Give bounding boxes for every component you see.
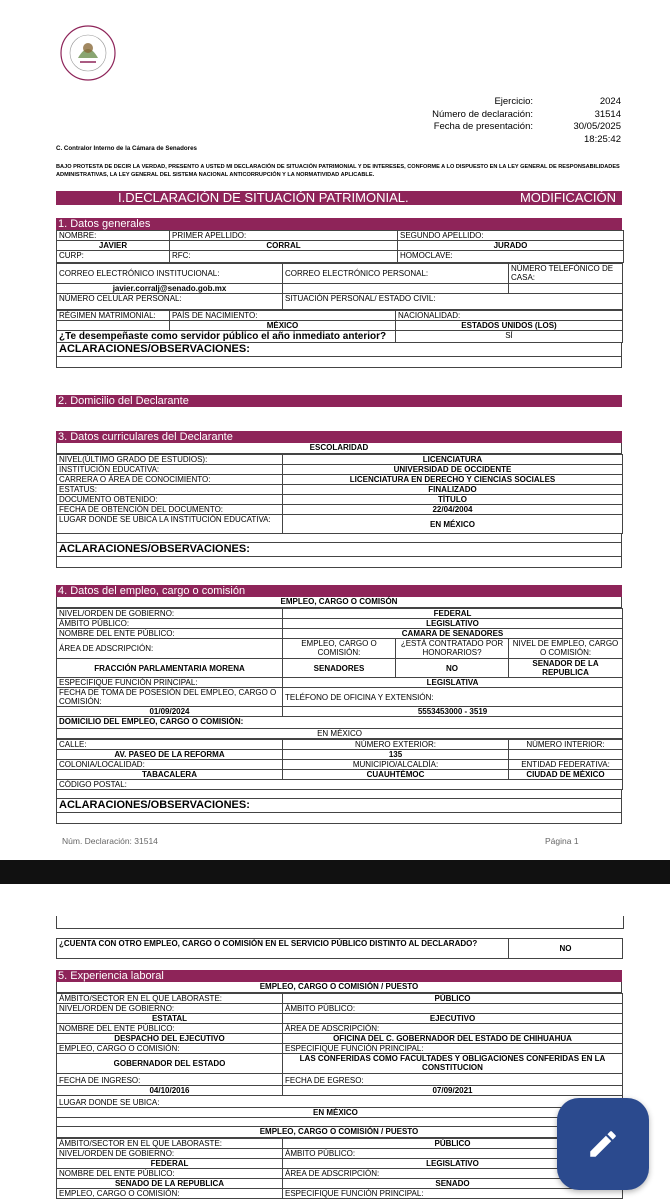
fecha-egreso-label: FECHA DE EGRESO: xyxy=(283,1074,623,1086)
servidor-publico-question: ¿Te desempeñaste como servidor público el año inmediato anterior? xyxy=(57,331,396,343)
aclaraciones-box xyxy=(56,357,622,368)
fecha-egreso-value: 07/09/2021 xyxy=(283,1086,623,1096)
escolaridad-row-value: FINALIZADO xyxy=(283,485,623,495)
empleo-table xyxy=(56,608,623,739)
address-table xyxy=(56,739,623,790)
area-label: ÁREA DE ADSCRIPCIÓN: xyxy=(283,1024,623,1034)
funcion-value: LAS CONFERIDAS COMO FACULTADES Y OBLIGACIONES CONFERIDAS EN LA CONSTITUCION xyxy=(283,1054,623,1074)
calle-value: AV. PASEO DE LA REFORMA xyxy=(57,750,283,760)
estado-civil-label: SITUACIÓN PERSONAL/ ESTADO CIVIL: xyxy=(283,294,623,310)
addressee: C. Contralor Interno de la Cámara de Senadores xyxy=(56,145,197,152)
section-datos-generales xyxy=(56,218,622,368)
fecha-ingreso-label: FECHA DE INGRESO: xyxy=(57,1074,283,1086)
otro-empleo-answer: NO xyxy=(509,939,623,959)
escolaridad-row-value: TÍTULO xyxy=(283,495,623,505)
page-separator xyxy=(0,860,670,884)
curp-label: CURP: xyxy=(57,251,170,263)
domicilio-empleo-label: DOMICILIO DEL EMPLEO, CARGO O COMISIÓN: xyxy=(57,717,623,729)
section-empleo xyxy=(56,585,622,824)
ambito-label: ÁMBITO PÚBLICO: xyxy=(57,619,283,629)
edit-fab-button[interactable] xyxy=(557,1098,649,1190)
regimen-label: RÉGIMEN MATRIMONIAL: xyxy=(57,311,170,321)
section-title: 1. Datos generales xyxy=(56,218,622,230)
escolaridad-table xyxy=(56,454,623,534)
ambito-value: LEGISLATIVO xyxy=(283,619,623,629)
ambito-value: EJECUTIVO xyxy=(283,1014,623,1024)
numero-value: 31514 xyxy=(594,108,621,120)
declaration-title-bar xyxy=(56,191,622,205)
ejercicio-label: Ejercicio: xyxy=(494,96,533,107)
puesto-subheader: EMPLEO, CARGO O COMISIÓN / PUESTO xyxy=(56,982,622,993)
empleo-label: EMPLEO, CARGO O COMISIÓN: xyxy=(57,1189,283,1199)
nivel-label: NIVEL/ORDEN DE GOBIERNO: xyxy=(57,1004,283,1014)
num-exterior-label: NÚMERO EXTERIOR: xyxy=(283,740,509,750)
section-domicilio xyxy=(56,395,622,407)
aclaraciones-label: ACLARACIONES/OBSERVACIONES: xyxy=(56,542,622,557)
section-title: 5. Experiencia laboral xyxy=(56,970,622,982)
sector-label: ÁMBITO/SECTOR EN EL QUE LABORASTE: xyxy=(57,994,283,1004)
honorarios-value: NO xyxy=(396,659,509,678)
honorarios-label: ¿ESTÁ CONTRATADO POR HONORARIOS? xyxy=(396,639,509,659)
escolaridad-row-value: 22/04/2004 xyxy=(283,505,623,515)
experiencia-2-table xyxy=(56,1138,623,1199)
nacionalidad-label: NACIONALIDAD: xyxy=(396,311,623,321)
nivel-value: FEDERAL xyxy=(57,1159,283,1169)
empleo-subheader: EMPLEO, CARGO O COMISÓN xyxy=(56,597,622,608)
lugar-label: LUGAR DONDE SE UBICA: xyxy=(57,1096,623,1108)
numero-label: Número de declaración: xyxy=(432,108,533,120)
ejercicio-value: 2024 xyxy=(599,96,621,107)
nombre-value: JAVIER xyxy=(57,241,170,251)
escolaridad-row-label: FECHA DE OBTENCIÓN DEL DOCUMENTO: xyxy=(57,505,283,515)
nivel-empleo-value: SENADOR DE LA REPUBLICA xyxy=(509,659,623,678)
nivel-value: ESTATAL xyxy=(57,1014,283,1024)
nivel-empleo-label: NIVEL DE EMPLEO, CARGO O COMISIÓN: xyxy=(509,639,623,659)
aclaraciones-label: ACLARACIONES/OBSERVACIONES: xyxy=(56,343,622,357)
table-row xyxy=(57,455,623,465)
nacionalidad-value: ESTADOS UNIDOS (LOS) xyxy=(396,321,623,331)
escolaridad-row-value: EN MÉXICO xyxy=(283,515,623,534)
funcion-label: ESPECIFIQUE FUNCIÓN PRINCIPAL: xyxy=(57,678,283,688)
area-value: FRACCIÓN PARLAMENTARIA MORENA xyxy=(57,659,283,678)
ente-label: NOMBRE DEL ENTE PÚBLICO: xyxy=(57,1024,283,1034)
empleo-label: EMPLEO, CARGO O COMISIÓN: xyxy=(57,1044,283,1054)
domicilio-empleo-value: EN MÉXICO xyxy=(57,729,623,739)
table-row xyxy=(57,465,623,475)
table-row xyxy=(57,515,623,534)
correo-institucional-value: javier.corralj@senado.gob.mx xyxy=(57,284,283,294)
num-exterior-value: 135 xyxy=(283,750,509,760)
rfc-label: RFC: xyxy=(170,251,398,263)
escolaridad-row-label: ESTATUS: xyxy=(57,485,283,495)
footer-declaration-number: Núm. Declaración: 31514 xyxy=(62,836,158,846)
telefono-oficina-label: TELÉFONO DE OFICINA Y EXTENSIÓN: xyxy=(283,688,623,707)
nivel-value: FEDERAL xyxy=(283,609,623,619)
senado-seal-logo xyxy=(56,24,120,82)
empleo-label: EMPLEO, CARGO O COMISIÓN: xyxy=(283,639,396,659)
ente-value: SENADO DE LA REPUBLICA xyxy=(57,1179,283,1189)
servidor-publico-answer: SÍ xyxy=(396,331,623,343)
section-title: 4. Datos del empleo, cargo o comisión xyxy=(56,585,622,597)
escolaridad-row-label: NIVEL(ÚLTIMO GRADO DE ESTUDIOS): xyxy=(57,455,283,465)
experiencia-1-table xyxy=(56,993,623,1118)
codigo-postal-label: CÓDIGO POSTAL: xyxy=(57,780,623,790)
ambito-value: LEGISLATIVO xyxy=(283,1159,623,1169)
datos-generales-table xyxy=(56,230,624,263)
fecha-posesion-label: FECHA DE TOMA DE POSESIÓN DEL EMPLEO, CARGO O COMISIÓN: xyxy=(57,688,283,707)
aclaraciones-label: ACLARACIONES/OBSERVACIONES: xyxy=(56,798,622,813)
section-title: 2. Domicilio del Declarante xyxy=(56,395,622,407)
sector-value: PÚBLICO xyxy=(283,1139,623,1149)
sector-label: ÁMBITO/SECTOR EN EL QUE LABORASTE: xyxy=(57,1139,283,1149)
ente-value: CAMARA DE SENADORES xyxy=(283,629,623,639)
area-value: OFICINA DEL C. GOBERNADOR DEL ESTADO DE CHIHUAHUA xyxy=(283,1034,623,1044)
colonia-label: COLONIA/LOCALIDAD: xyxy=(57,760,283,770)
footer-page-number: Página 1 xyxy=(545,836,579,846)
municipio-value: CUAUHTÉMOC xyxy=(283,770,509,780)
segundo-apellido-value: JURADO xyxy=(398,241,624,251)
escolaridad-row-value: LICENCIATURA EN DERECHO Y CIENCIAS SOCIALES xyxy=(283,475,623,485)
nombre-label: NOMBRE: xyxy=(57,231,170,241)
section-title: 3. Datos curriculares del Declarante xyxy=(56,431,622,443)
num-interior-label: NÚMERO INTERIOR: xyxy=(509,740,623,750)
municipio-label: MUNICIPIO/ALCALDÍA: xyxy=(283,760,509,770)
section-experiencia-laboral xyxy=(56,970,622,1199)
escolaridad-row-label: DOCUMENTO OBTENIDO: xyxy=(57,495,283,505)
correo-personal-label: CORREO ELECTRÓNICO PERSONAL: xyxy=(283,264,509,284)
contact-table xyxy=(56,263,623,310)
pais-value: MÉXICO xyxy=(170,321,396,331)
funcion-value: LEGISLATIVA xyxy=(283,678,623,688)
ambito-label: ÁMBITO PÚBLICO: xyxy=(283,1004,623,1014)
otro-empleo-block xyxy=(56,938,622,959)
empleo-value: SENADORES xyxy=(283,659,396,678)
ente-label: NOMBRE DEL ENTE PÚBLICO: xyxy=(57,629,283,639)
puesto-subheader-2: EMPLEO, CARGO O COMISIÓN / PUESTO xyxy=(56,1126,622,1138)
segundo-apellido-label: SEGUNDO APELLIDO: xyxy=(398,231,624,241)
homoclave-label: HOMOCLAVE: xyxy=(398,251,624,263)
area-label: ÁREA DE ADSCRIPCIÓN: xyxy=(283,1169,623,1179)
nivel-label: NIVEL/ORDEN DE GOBIERNO: xyxy=(57,609,283,619)
area-label: ÁREA DE ADSCRIPCIÓN: xyxy=(57,639,283,659)
intro-text: BAJO PROTESTA DE DECIR LA VERDAD, PRESENTO A USTED MI DECLARACIÓN DE SITUACIÓN PATRIMONIAL Y DE INTERESES, CONFORME A LO DISPUESTO EN LA LEY GENERAL DE RESPONSABILIDADES ADMINISTRATIVAS, LA LEY GENERAL DEL SISTEMA NACIONAL ANTICORRUPCIÓN Y LA NORMATIVIDAD APLICABLE. xyxy=(56,164,620,178)
declaration-meta xyxy=(385,96,621,146)
telefono-oficina-value: 5553453000 - 3519 xyxy=(283,707,623,717)
entidad-value: CIUDAD DE MÉXICO xyxy=(509,770,623,780)
table-row xyxy=(57,505,623,515)
pencil-icon xyxy=(586,1127,620,1161)
escolaridad-row-value: LICENCIATURA xyxy=(283,455,623,465)
ente-value: DESPACHO DEL EJECUTIVO xyxy=(57,1034,283,1044)
aclaraciones-box xyxy=(56,813,622,824)
lugar-value: EN MÉXICO xyxy=(57,1108,623,1118)
otro-empleo-question: ¿CUENTA CON OTRO EMPLEO, CARGO O COMISIÓN EN EL SERVICIO PÚBLICO DISTINTO AL DECLARADO? xyxy=(57,939,509,959)
entidad-label: ENTIDAD FEDERATIVA: xyxy=(509,760,623,770)
escolaridad-row-label: CARRERA O ÁREA DE CONOCIMIENTO: xyxy=(57,475,283,485)
escolaridad-row-label: INSTITUCIÓN EDUCATIVA: xyxy=(57,465,283,475)
ente-label: NOMBRE DEL ENTE PÚBLICO: xyxy=(57,1169,283,1179)
otro-empleo-table xyxy=(56,938,623,959)
fecha-ingreso-value: 04/10/2016 xyxy=(57,1086,283,1096)
area-value: SENADO xyxy=(283,1179,623,1189)
declaration-title: I.DECLARACIÓN DE SITUACIÓN PATRIMONIAL. xyxy=(118,190,409,205)
origin-table xyxy=(56,310,623,343)
fecha-label: Fecha de presentación: xyxy=(433,121,533,132)
fecha-posesion-value: 01/09/2024 xyxy=(57,707,283,717)
declaration-type: MODIFICACIÓN xyxy=(519,190,616,205)
primer-apellido-value: CORRAL xyxy=(170,241,398,251)
correo-institucional-label: CORREO ELECTRÓNICO INSTITUCIONAL: xyxy=(57,264,283,284)
table-row xyxy=(57,475,623,485)
table-row xyxy=(57,485,623,495)
telefono-casa-label: NÚMERO TELEFÓNICO DE CASA: xyxy=(509,264,623,284)
fecha-value: 30/05/2025 18:25:42 xyxy=(573,121,621,145)
escolaridad-row-value: UNIVERSIDAD DE OCCIDENTE xyxy=(283,465,623,475)
empleo-value: GOBERNADOR DEL ESTADO xyxy=(57,1054,283,1074)
pais-label: PAÍS DE NACIMIENTO: xyxy=(170,311,396,321)
funcion-label: ESPECIFIQUE FUNCIÓN PRINCIPAL: xyxy=(283,1044,623,1054)
escolaridad-subheader: ESCOLARIDAD xyxy=(56,443,622,454)
colonia-value: TABACALERA xyxy=(57,770,283,780)
escolaridad-row-label: LUGAR DONDE SE UBICA LA INSTITUCIÓN EDUCATIVA: xyxy=(57,515,283,534)
table-row xyxy=(57,495,623,505)
celular-label: NÚMERO CELULAR PERSONAL: xyxy=(57,294,283,310)
ambito-label: ÁMBITO PÚBLICO: xyxy=(283,1149,623,1159)
primer-apellido-label: PRIMER APELLIDO: xyxy=(170,231,398,241)
nivel-label: NIVEL/ORDEN DE GOBIERNO: xyxy=(57,1149,283,1159)
aclaraciones-box xyxy=(56,557,622,568)
section-datos-curriculares xyxy=(56,431,622,568)
sector-value: PÚBLICO xyxy=(283,994,623,1004)
calle-label: CALLE: xyxy=(57,740,283,750)
funcion-label: ESPECIFIQUE FUNCIÓN PRINCIPAL: xyxy=(283,1189,623,1199)
